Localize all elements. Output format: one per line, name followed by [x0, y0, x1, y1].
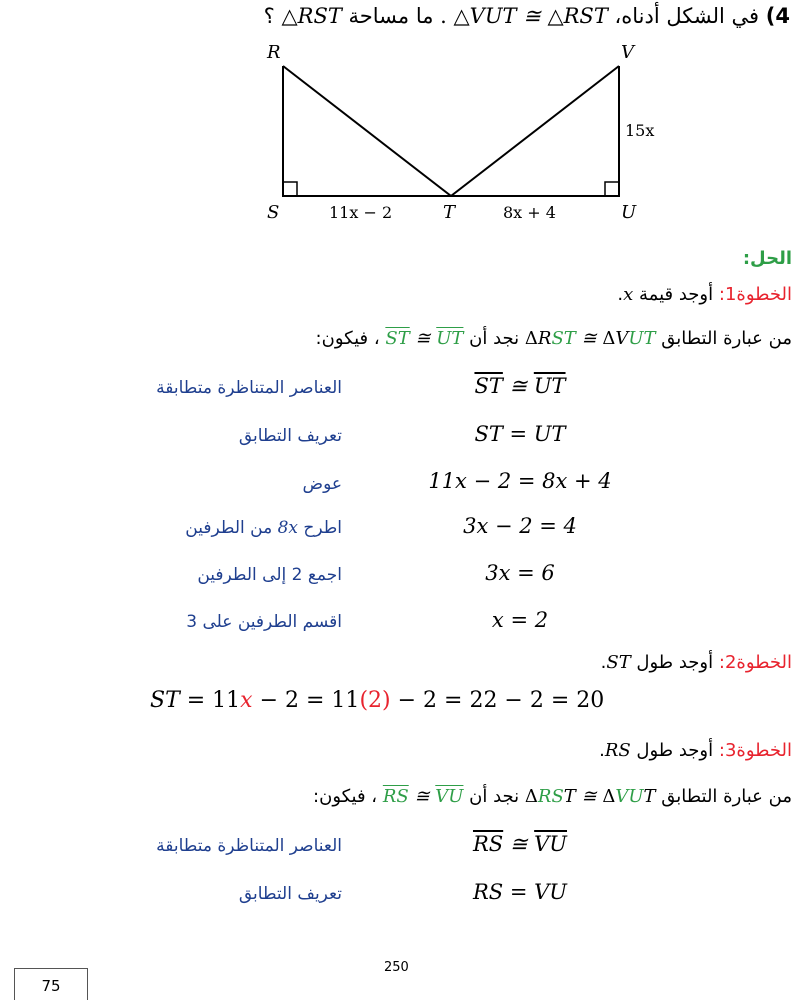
label-s: S [267, 202, 280, 223]
intro1: من عبارة التطابق ΔRST ≅ ΔVUT نجد أن $\overline{ST}$ ≅ $\overline{UT}$ ، فيكون: [315, 328, 792, 349]
proof1-statement-5: 3x = 6 [485, 561, 555, 585]
proof1-reason-4: اطرح 8x من الطرفين [185, 518, 342, 538]
proof1-statement-4: 3x − 2 = 4 [463, 514, 577, 538]
label-st-length: 11x − 2 [329, 203, 393, 222]
question-heading [264, 4, 790, 28]
label-r: R [267, 42, 281, 63]
page-number: 250 [384, 960, 409, 975]
label-u: U [621, 202, 637, 223]
intro3: من عبارة التطابق ΔRST ≅ ΔVUT نجد أن $\overline{RS}$ ≅ $\overline{VU}$ ، فيكون: [313, 786, 792, 807]
step2 [601, 652, 792, 673]
proof3-reason-2: تعريف التطابق [238, 884, 342, 904]
proof1-reason-6: اقسم الطرفين على 3 [186, 612, 342, 632]
st-computation: ST = 11x − 2 = 11(2) − 2 = 22 − 2 = 20 [150, 688, 605, 713]
proof1-reason-3: عوض [302, 474, 342, 494]
proof1-statement-2: ST = UT [474, 422, 566, 446]
step1 [617, 284, 792, 305]
proof1-statement-6: x = 2 [491, 608, 549, 632]
label-t: T [443, 202, 456, 223]
label-vu-length: 15x [625, 121, 655, 140]
triangles-figure [255, 38, 675, 228]
label-v: V [621, 42, 634, 63]
step3-text: أوجد طول RS. [599, 740, 714, 761]
step3-label: الخطوة3: [718, 740, 792, 761]
question-number: 4) [765, 4, 790, 28]
step1-label: الخطوة1: [718, 284, 792, 305]
step2-text: أوجد طول ST. [600, 652, 714, 673]
proof1-statement-1: $\overline{ST}$ ≅ $\overline{UT}$ [474, 374, 566, 398]
proof1-reason-1: العناصر المتناظرة متطابقة [156, 378, 342, 398]
proof3-statement-1: $\overline{RS}$ ≅ $\overline{VU}$ [472, 832, 568, 856]
proof1-reason-2: تعريف التطابق [238, 426, 342, 446]
proof3-reason-1: العناصر المتناظرة متطابقة [156, 836, 342, 856]
proof1-statement-3: 11x − 2 = 8x + 4 [428, 469, 612, 493]
proof3-statement-2: RS = VU [472, 880, 567, 904]
step1-text: أوجد قيمة x. [617, 284, 714, 305]
question-text: في الشكل أدناه، △VUT ≅ △RST . ما مساحة △RST ؟ [263, 4, 760, 28]
label-tu-length: 8x + 4 [503, 203, 556, 222]
page-box-number: 75 [14, 968, 88, 1000]
proof1-reason-5: اجمع 2 إلى الطرفين [197, 565, 342, 585]
step2-label: الخطوة2: [718, 652, 792, 673]
step3 [599, 740, 792, 761]
solution-title: الحل: [742, 248, 792, 269]
